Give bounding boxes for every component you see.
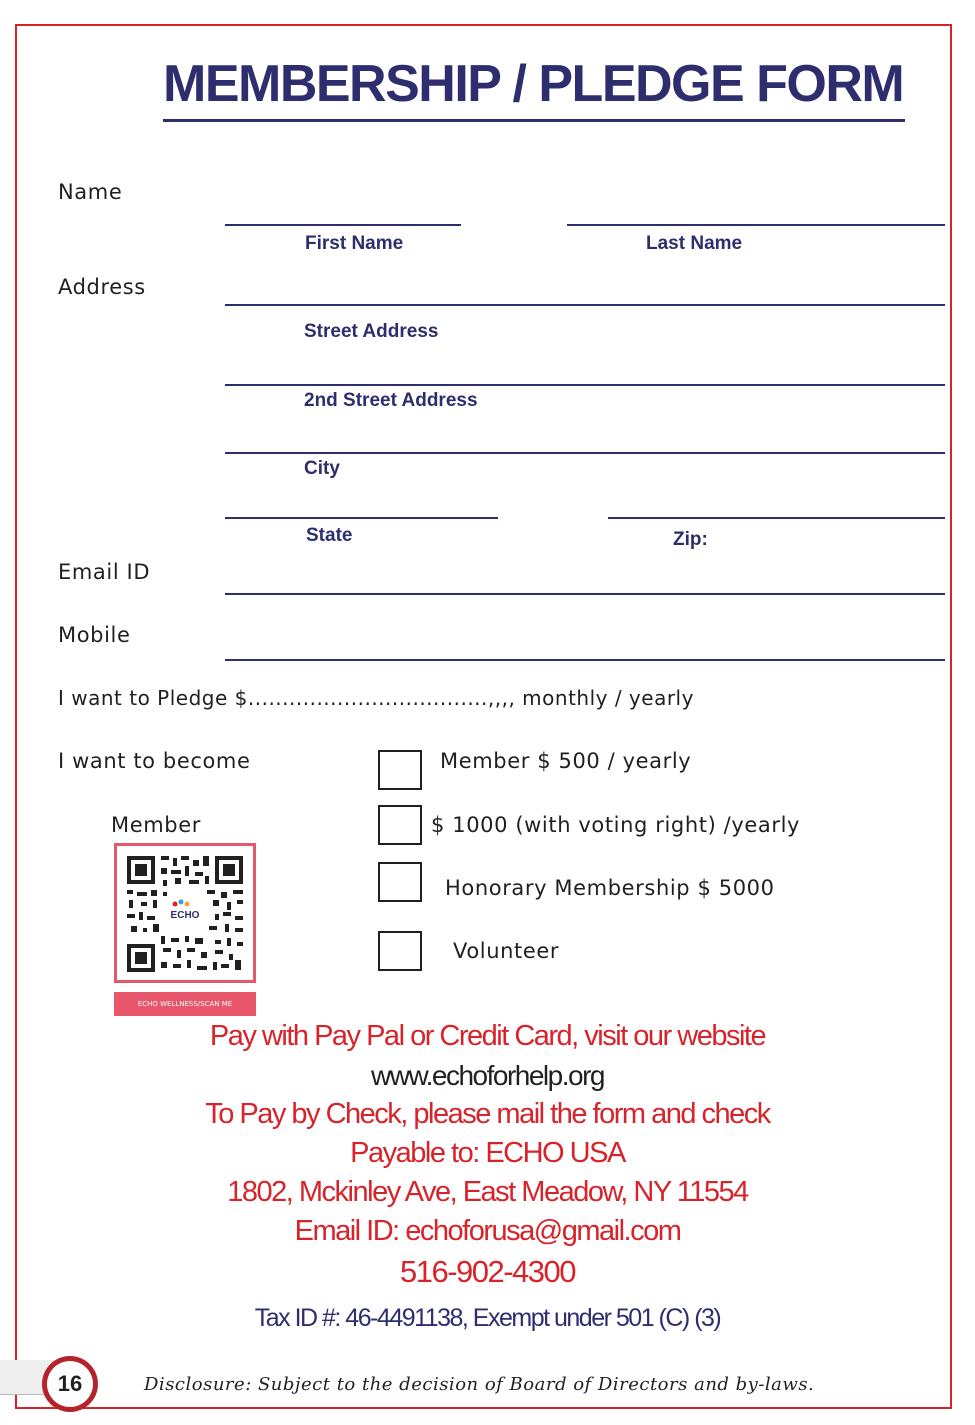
contact-email: Email ID: echoforusa@gmail.com (294, 1215, 681, 1247)
first-name-field[interactable] (225, 224, 461, 226)
payable-to: Payable to: ECHO USA (350, 1137, 625, 1169)
address-label: Address (58, 275, 146, 299)
payment-online-line: Pay with Pay Pal or Credit Card, visit our website (209, 1020, 766, 1052)
city-field[interactable] (225, 452, 945, 454)
honorary-checkbox[interactable] (378, 862, 422, 902)
mailing-address: 1802, Mckinley Ave, East Meadow, NY 11554 (227, 1176, 748, 1208)
email-label: Email ID (58, 560, 151, 584)
zip-caption: Zip: (673, 529, 708, 550)
echo-logo-text: ECHO (170, 910, 200, 921)
option-volunteer: Volunteer (453, 939, 560, 963)
member-1000-checkbox[interactable] (378, 805, 422, 845)
email-field[interactable] (225, 593, 945, 595)
mobile-label: Mobile (58, 623, 131, 647)
option-member-500: Member $ 500 / yearly (440, 749, 692, 773)
pledge-line[interactable]: I want to Pledge $...................................,,,, monthly / yearly (58, 686, 694, 710)
state-field[interactable] (225, 517, 498, 519)
first-name-caption: First Name (305, 233, 404, 254)
last-name-field[interactable] (567, 224, 945, 226)
state-caption: State (306, 525, 353, 546)
tax-id: Tax ID #: 46-4491138, Exempt under 501 (C) (3) (254, 1304, 721, 1332)
street-address-caption: Street Address (304, 321, 439, 342)
mobile-field[interactable] (225, 659, 945, 661)
name-label: Name (58, 180, 123, 204)
qr-code-icon (117, 846, 253, 980)
city-caption: City (304, 458, 340, 479)
qr-caption: ECHO WELLNESS/SCAN ME (114, 992, 256, 1016)
qr-code[interactable] (114, 843, 256, 983)
street-address-field[interactable] (225, 304, 945, 306)
page-number: 16 (47, 1361, 93, 1407)
last-name-caption: Last Name (646, 233, 743, 254)
member-500-checkbox[interactable] (378, 750, 422, 790)
website-link[interactable]: www.echoforhelp.org (371, 1060, 604, 1091)
become-label: I want to become (58, 749, 251, 773)
contact-phone: 516-902-4300 (399, 1254, 576, 1289)
form-title: MEMBERSHIP / PLEDGE FORM (163, 52, 905, 122)
page-number-badge (42, 1356, 98, 1412)
option-honorary: Honorary Membership $ 5000 (445, 876, 775, 900)
member-qr-label: Member (111, 813, 201, 837)
disclosure-note: Disclosure: Subject to the decision of Board of Directors and by-laws. (144, 1374, 815, 1395)
zip-field[interactable] (608, 517, 945, 519)
street-address-2-field[interactable] (225, 384, 945, 386)
option-member-1000: $ 1000 (with voting right) /yearly (431, 813, 801, 837)
payment-check-line: To Pay by Check, please mail the form and check (205, 1098, 770, 1130)
volunteer-checkbox[interactable] (378, 931, 422, 971)
street-address-2-caption: 2nd Street Address (304, 390, 478, 411)
